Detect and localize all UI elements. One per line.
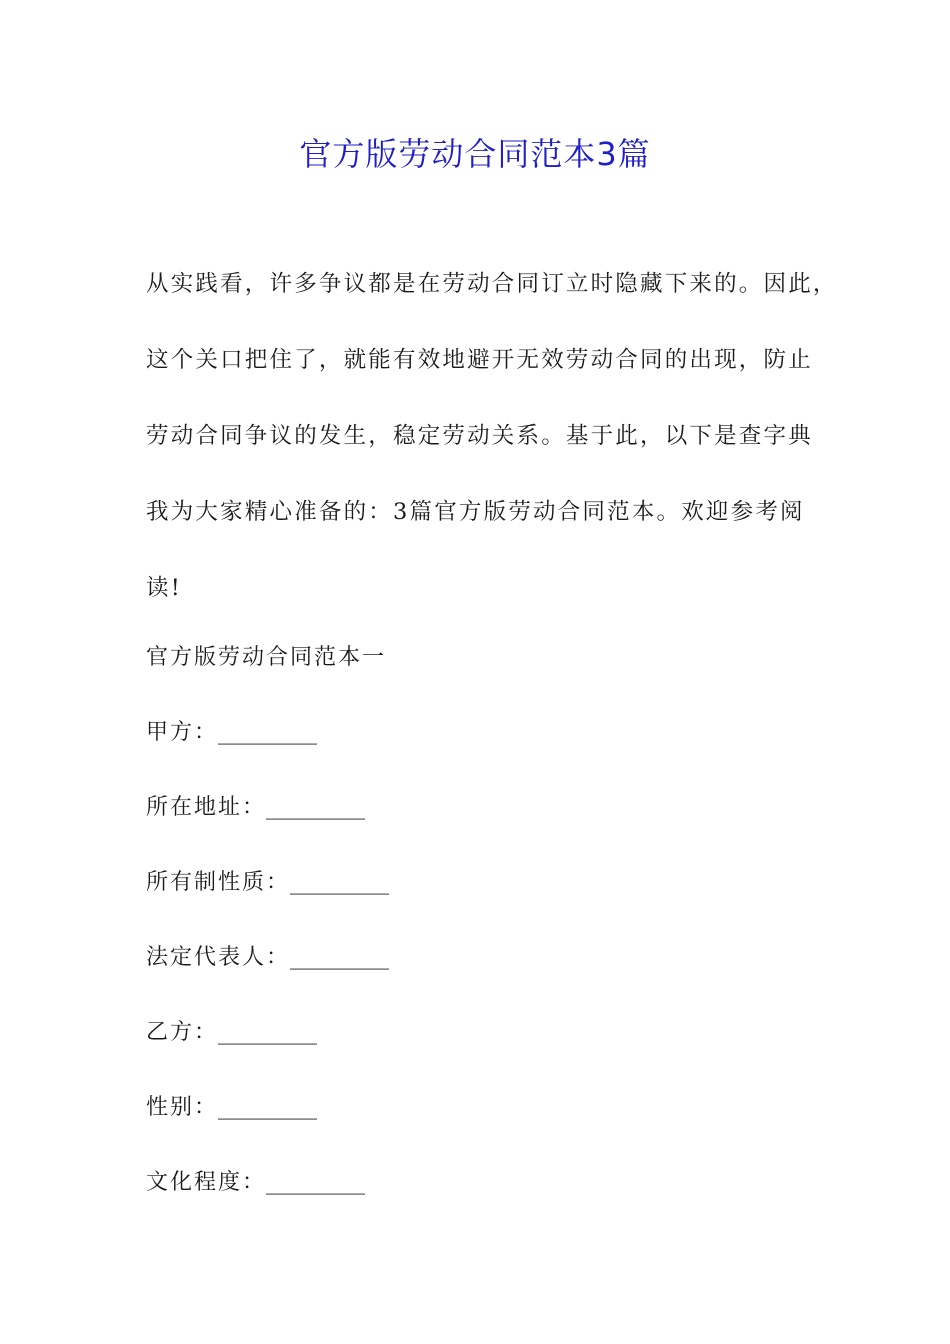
field-ownership xyxy=(146,863,389,903)
field-label: 文化程度： xyxy=(146,1170,267,1195)
field-party-a xyxy=(146,713,317,753)
fill-in-blank: _________ xyxy=(218,1095,318,1120)
field-gender xyxy=(146,1088,317,1128)
field-label: 法定代表人： xyxy=(146,945,291,970)
fill-in-blank: _________ xyxy=(266,1170,366,1195)
intro-line: 读! xyxy=(146,575,182,601)
field-party-b xyxy=(146,1013,317,1053)
fill-in-blank: _________ xyxy=(218,720,318,745)
field-label: 性别： xyxy=(146,1095,219,1120)
field-legal-representative xyxy=(146,938,389,978)
intro-line: 劳动合同争议的发生，稳定劳动关系。基于此，以下是查字典 xyxy=(146,423,813,449)
field-education xyxy=(146,1163,365,1203)
fill-in-blank: _________ xyxy=(218,1020,318,1045)
field-label: 甲方： xyxy=(146,720,219,745)
fill-in-blank: _________ xyxy=(290,945,390,970)
section-heading: 官方版劳动合同范本一 xyxy=(146,645,387,670)
field-address xyxy=(146,788,365,828)
field-label: 所有制性质： xyxy=(146,870,291,895)
intro-line: 我为大家精心准备的：3篇官方版劳动合同范本。欢迎参考阅 xyxy=(146,499,805,525)
intro-paragraph xyxy=(146,262,838,642)
document-title: 官方版劳动合同范本3篇 xyxy=(299,135,651,173)
fill-in-blank: _________ xyxy=(290,870,390,895)
intro-line: 这个关口把住了，就能有效地避开无效劳动合同的出现，防止 xyxy=(146,347,813,373)
intro-line: 从实践看，许多争议都是在劳动合同订立时隐藏下来的。因此， xyxy=(146,271,838,297)
field-label: 乙方： xyxy=(146,1020,219,1045)
field-label: 所在地址： xyxy=(146,795,267,820)
fill-in-blank: _________ xyxy=(266,795,366,820)
